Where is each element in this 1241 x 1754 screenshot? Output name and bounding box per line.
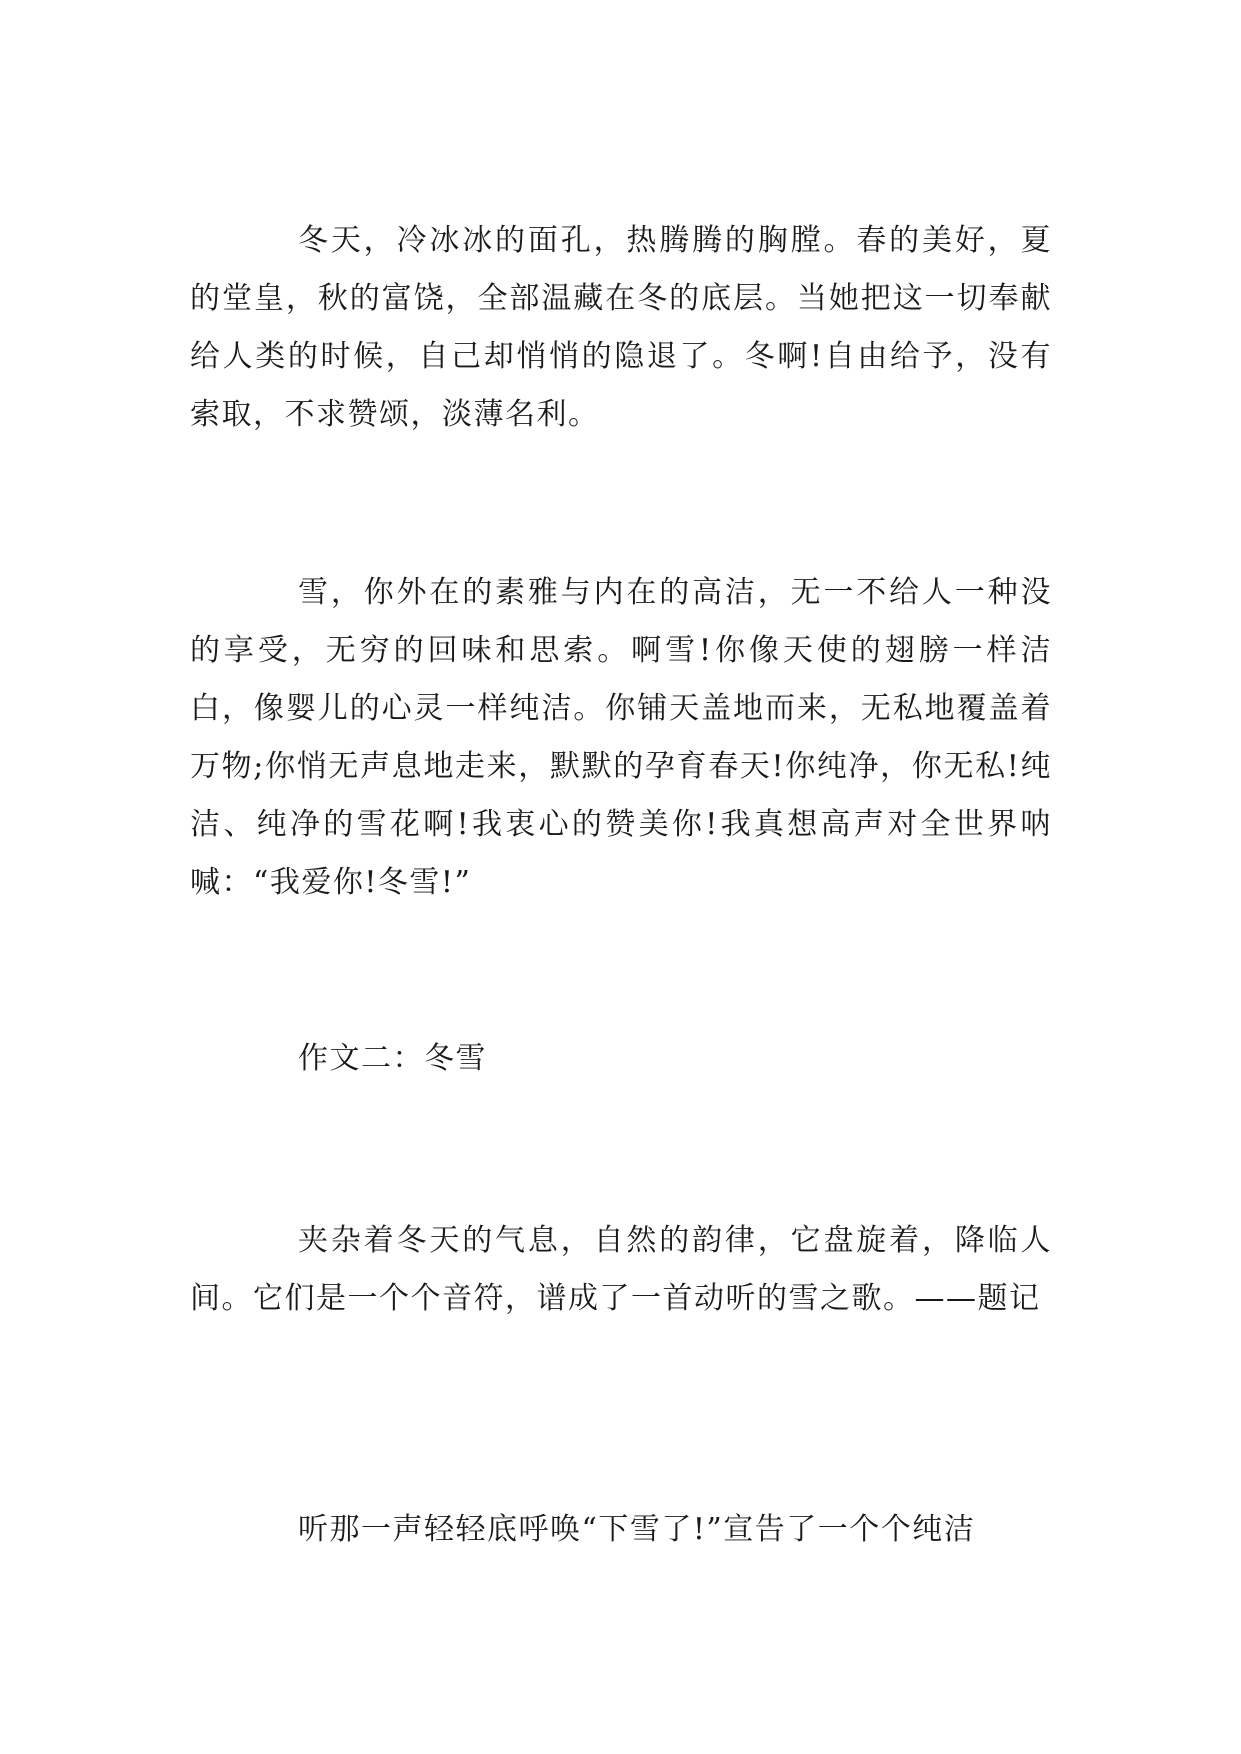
essay-two-heading: 作文二：冬雪 xyxy=(298,1041,487,1076)
paragraph-snow-praise: 雪，你外在的素雅与内在的高洁，无一不给人一种没的享受，无穷的回味和思索。啊雪!你像天使的翅膀一样洁白，像婴儿的心灵一样纯洁。你铺天盖地而来，无私地覆盖着万物;你悄无声息地走来，默默的孕育春天!你纯净，你无私!纯洁、纯净的雪花啊!我衷心的赞美你!我真想高声对全世界呐喊：“我爱你!冬雪!” xyxy=(190,575,1052,900)
paragraph-epigraph: 夹杂着冬天的气息，自然的韵律，它盘旋着，降临人间。它们是一个个音符，谱成了一首动听的雪之歌。——题记 xyxy=(190,1223,1052,1316)
paragraph-winter: 冬天，冷冰冰的面孔，热腾腾的胸膛。春的美好，夏的堂皇，秋的富饶，全部温藏在冬的底层。当她把这一切奉献给人类的时候，自己却悄悄的隐退了。冬啊!自由给予，没有索取，不求赞颂，淡薄名利。 xyxy=(190,223,1052,432)
paragraph-snowfall: 听那一声轻轻底呼唤“下雪了!”宣告了一个个纯洁 xyxy=(298,1512,976,1547)
